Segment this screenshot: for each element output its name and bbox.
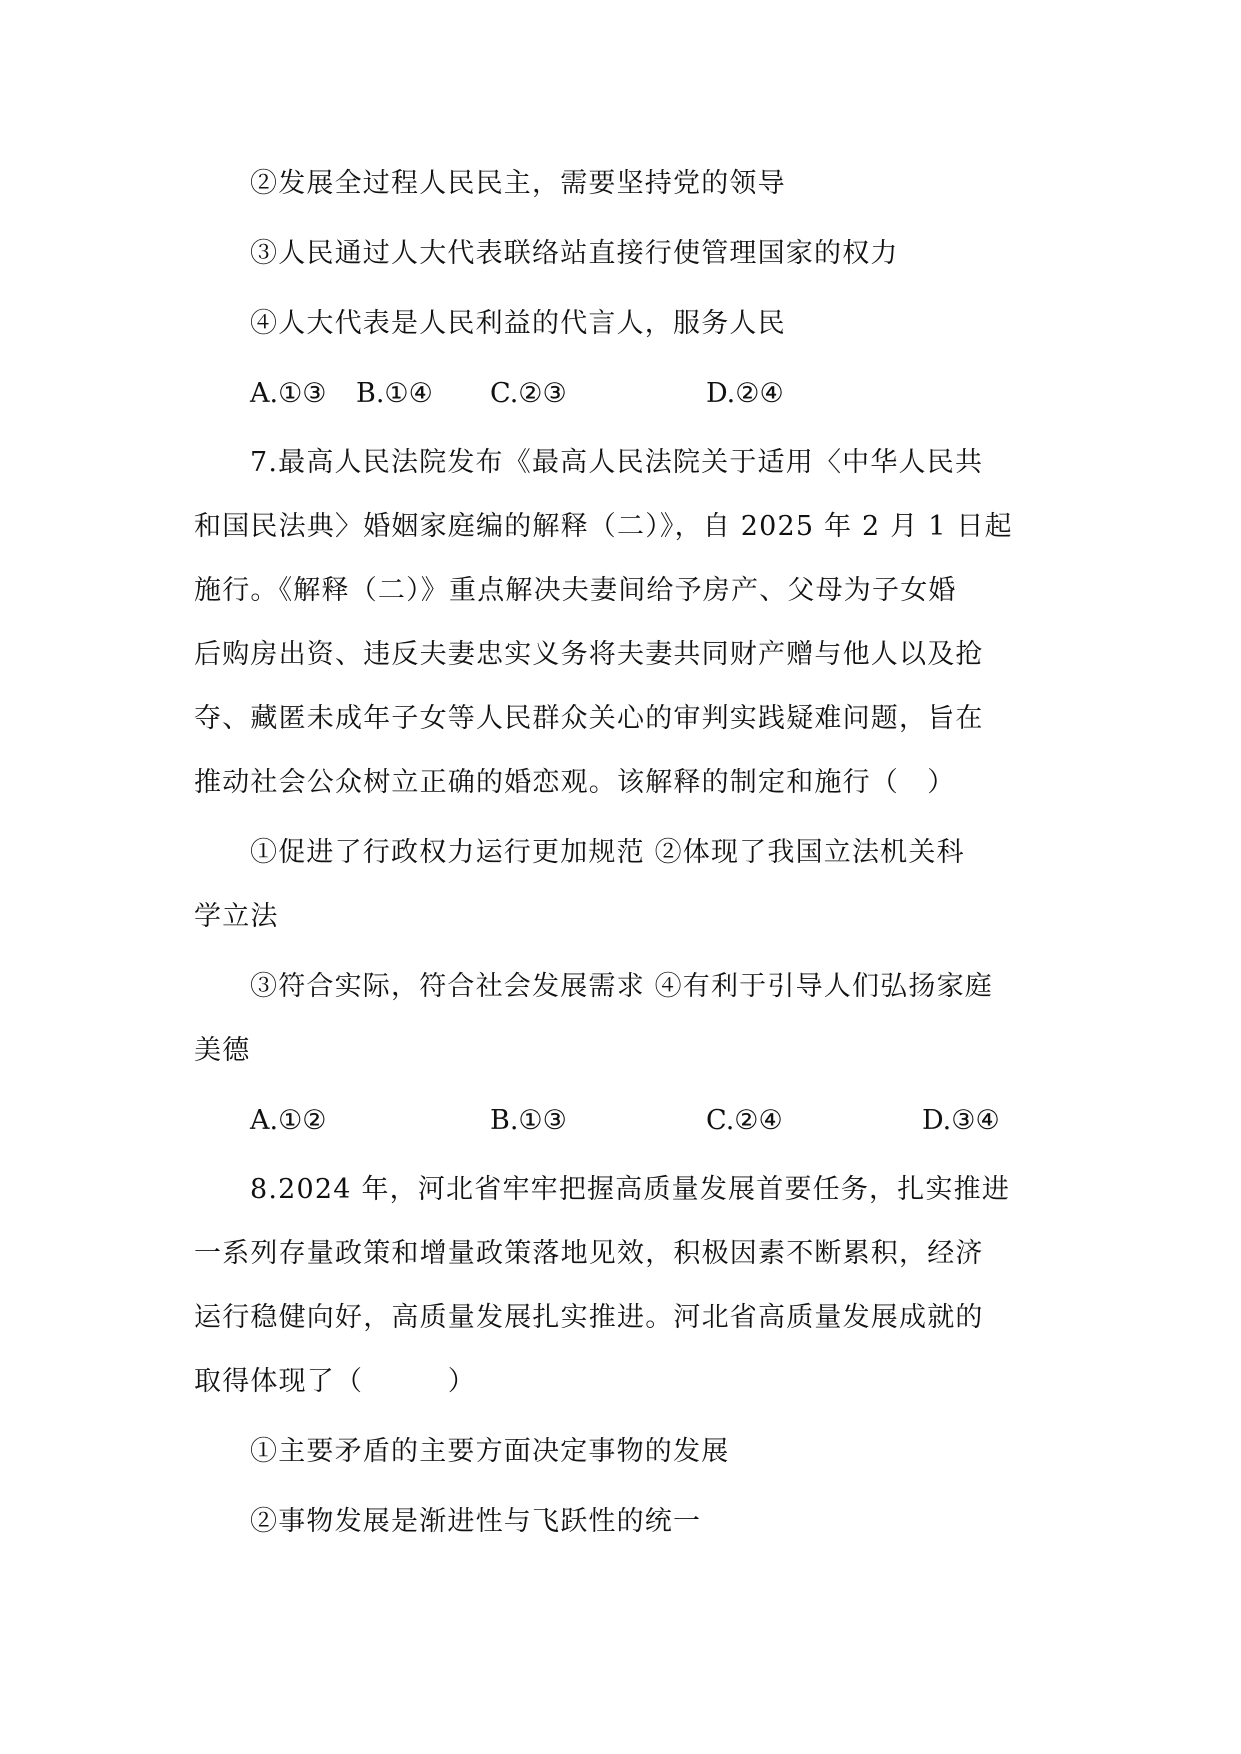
- q6-statement-2: ②发展全过程人民民主，需要坚持党的领导: [250, 168, 786, 199]
- q8-statement-1: ①主要矛盾的主要方面决定事物的发展: [250, 1436, 730, 1467]
- q8-statement-2: ②事物发展是渐进性与飞跃性的统一: [250, 1506, 702, 1537]
- q7-statements-3-4: ③符合实际，符合社会发展需求 ④有利于引导人们弘扬家庭: [250, 971, 993, 1002]
- q7-stem-line: 7.最高人民法院发布《最高人民法院关于适用〈中华人民共: [250, 447, 984, 478]
- q7-option-a: A.①②: [250, 1105, 327, 1136]
- q7-statements-3-4-cont: 美德: [194, 1035, 251, 1066]
- q7-stem-line: 和国民法典〉婚姻家庭编的解释（二）》，自 2025 年 2 月 1 日起: [194, 511, 1013, 542]
- q7-option-b: B.①③: [490, 1105, 567, 1136]
- q7-stem-line: 施行。《解释（二）》重点解决夫妻间给予房产、父母为子女婚: [194, 575, 957, 606]
- q6-statement-4: ④人大代表是人民利益的代言人，服务人民: [250, 308, 786, 339]
- q6-option-d: D.②④: [706, 378, 784, 409]
- q7-option-d: D.③④: [922, 1105, 1000, 1136]
- q6-option-c: C.②③: [490, 378, 567, 409]
- q7-statements-1-2: ①促进了行政权力运行更加规范 ②体现了我国立法机关科: [250, 837, 965, 868]
- q8-stem-line: 运行稳健向好，高质量发展扎实推进。河北省高质量发展成就的: [194, 1302, 984, 1333]
- q7-option-c: C.②④: [706, 1105, 783, 1136]
- q8-stem-line: 一系列存量政策和增量政策落地见效，积极因素不断累积，经济: [194, 1238, 984, 1269]
- q6-option-b: B.①④: [356, 378, 433, 409]
- q8-stem-line: 取得体现了（ ）: [194, 1366, 476, 1397]
- q7-stem-line: 推动社会公众树立正确的婚恋观。该解释的制定和施行（ ）: [194, 767, 956, 798]
- q6-option-a: A.①③: [250, 378, 327, 409]
- q7-stem-line: 后购房出资、违反夫妻忠实义务将夫妻共同财产赠与他人以及抢: [194, 639, 984, 670]
- q7-statements-1-2-cont: 学立法: [194, 901, 279, 932]
- q7-stem-line: 夺、藏匿未成年子女等人民群众关心的审判实践疑难问题，旨在: [194, 703, 984, 734]
- q6-statement-3: ③人民通过人大代表联络站直接行使管理国家的权力: [250, 238, 899, 269]
- q8-stem-line: 8.2024 年，河北省牢牢把握高质量发展首要任务，扎实推进: [250, 1174, 1011, 1205]
